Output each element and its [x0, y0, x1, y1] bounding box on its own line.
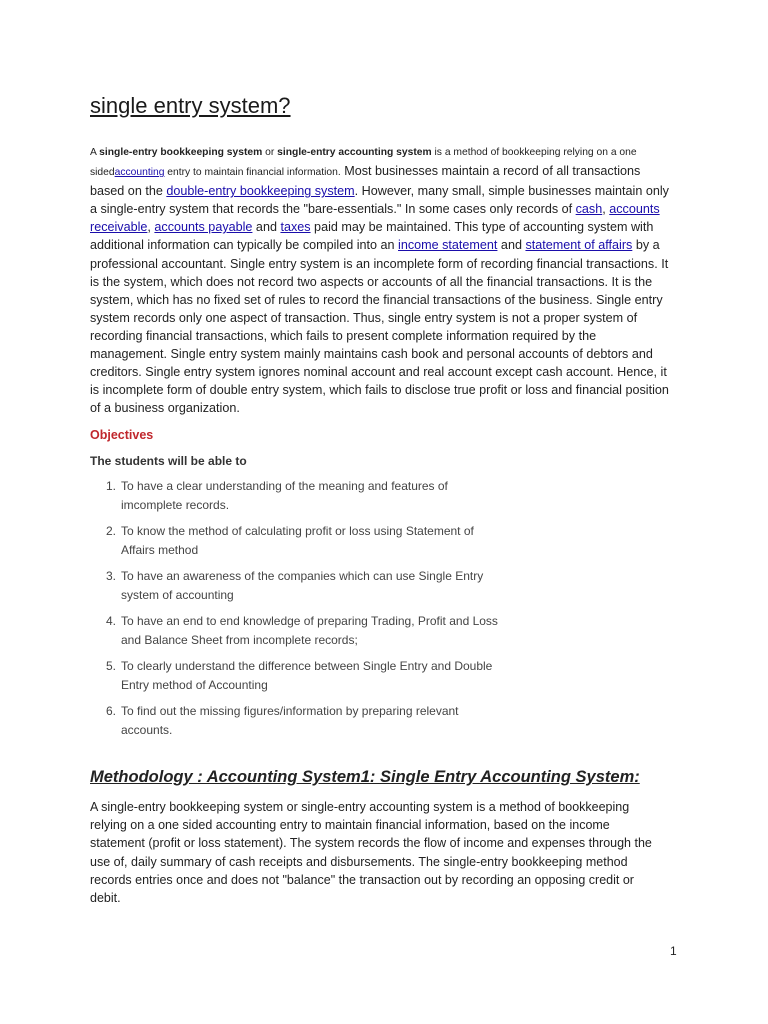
intro-paragraph: A single-entry bookkeeping system or single-entry accounting system is a method of bookkeeping relying on a one sidedaccounting entry to maintain financial information. Most businesses maintain a record of all transactions based on the double-entry bookkeeping system. However, many small, simple businesses maintain only a single-entry system that records the "bare-essentials." In some cases only records of cash, accounts receivable, accounts payable and taxes paid may be maintained. This type of accounting system with additional information can typically be compiled into an income statement and statement of affairs by a professional accountant. Single entry system is an incomplete form of recording financial transactions. It is the system, which does not record two aspects or accounts of all the financial transactions. It is the system, which has no fixed set of rules to record the financial transactions of the business. Single entry system records only one aspect of transaction. Thus, single entry system is not a proper system of recording financial transactions, which fails to present complete information required by the management. Single entry system mainly maintains cash book and personal accounts of debtors and creditors. Single entry system ignores nominal account and real account except cash account. Hence, it is incomplete form of double entry system, which fails to disclose true profit or loss and financial position of a business organization.: [90, 147, 669, 416]
list-number: 4.: [106, 614, 117, 628]
link-cash[interactable]: cash: [575, 202, 603, 217]
list-item: [90, 522, 510, 560]
link-income-statement[interactable]: income statement: [398, 238, 498, 253]
list-item: [90, 657, 510, 695]
bold-term: single-entry accounting system: [277, 147, 432, 158]
methodology-paragraph: A single-entry bookkeeping system or single-entry accounting system is a method of bookkeeping relying on a one sided accounting entry to maintain financial information, based on the income statement (profit or loss statement). The system records the flow of income and expenses through the use of, daily summary of cash receipts and disbursements. The single-entry bookkeeping method records entries once and does not "balance" the transaction out by recording an opposing credit or debit.: [90, 800, 652, 906]
link-accounting[interactable]: accounting: [114, 167, 165, 179]
students-line: The students will be able to: [90, 454, 247, 468]
list-number: 5.: [106, 659, 117, 673]
page-number: 1: [670, 944, 677, 958]
list-text: To have an awareness of the companies which can use Single Entry system of accounting: [121, 569, 484, 602]
methodology-heading: Methodology : Accounting System1: Single Entry Accounting System:: [90, 768, 640, 786]
list-number: 6.: [106, 704, 117, 718]
list-text: To have a clear understanding of the meaning and features of imcomplete records.: [121, 479, 448, 512]
list-item: [90, 702, 510, 740]
list-number: 1.: [106, 479, 117, 493]
list-number: 3.: [106, 569, 117, 583]
list-item: [90, 567, 510, 605]
link-taxes[interactable]: taxes: [280, 220, 311, 235]
link-accounts-receivable[interactable]: accounts receivable: [90, 202, 660, 235]
link-accounts-payable[interactable]: accounts payable: [154, 220, 253, 235]
list-number: 2.: [106, 524, 117, 538]
list-item: [90, 612, 510, 650]
link-statement-of-affairs[interactable]: statement of affairs: [525, 238, 633, 253]
list-text: To find out the missing figures/information by preparing relevant accounts.: [121, 704, 459, 737]
list-item: [90, 477, 510, 515]
list-text: To clearly understand the difference between Single Entry and Double Entry method of Accounting: [121, 659, 493, 692]
link-double-entry[interactable]: double-entry bookkeeping system: [166, 184, 355, 199]
objectives-heading: Objectives: [90, 428, 154, 442]
list-text: To have an end to end knowledge of preparing Trading, Profit and Loss and Balance Sheet from incomplete records;: [121, 614, 498, 647]
page-title: single entry system?: [90, 93, 291, 118]
objectives-list: [90, 477, 510, 747]
list-text: To know the method of calculating profit or loss using Statement of Affairs method: [121, 524, 474, 557]
bold-term: single-entry bookkeeping system: [99, 147, 263, 158]
